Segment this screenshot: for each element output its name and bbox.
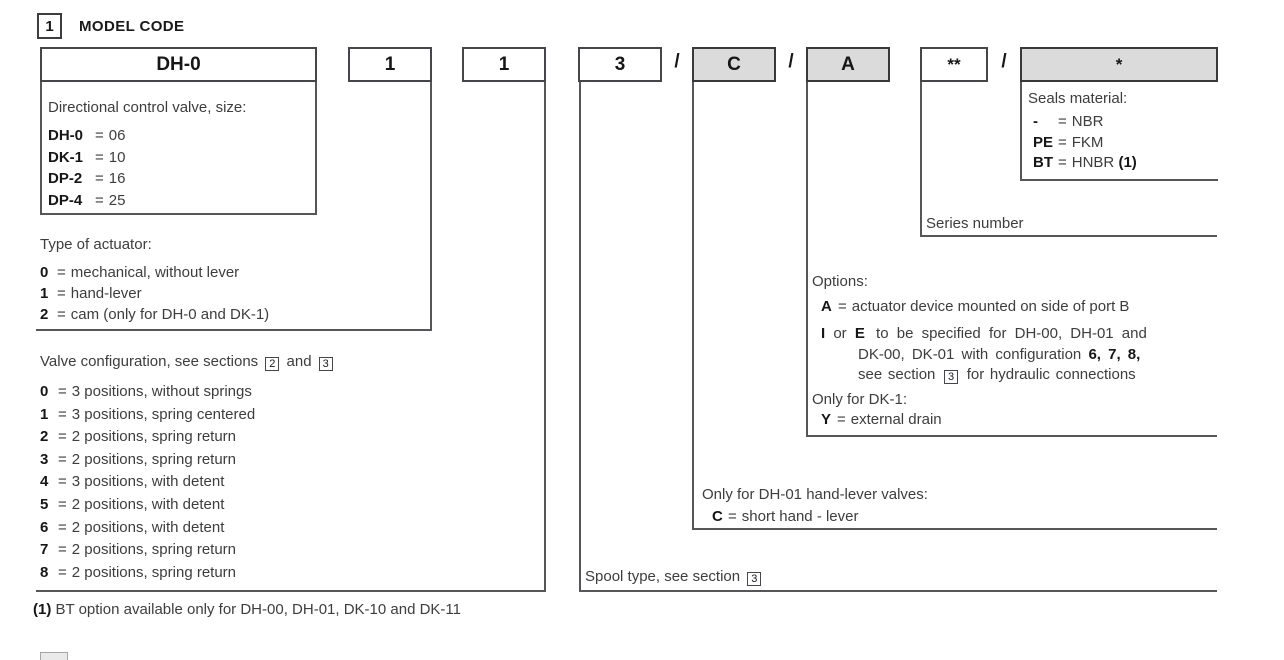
config-item: 5 = 2 positions, with detent [40, 495, 225, 513]
code-box-spool [578, 47, 662, 82]
code-box-config-label: 1 [498, 53, 510, 75]
code-box-seals [1020, 47, 1218, 82]
seals-item: BT = HNBR (1) [1033, 154, 1137, 172]
section-number-box: 1 [37, 13, 62, 39]
config-callout-list [40, 381, 255, 584]
seals-callout-list [1033, 112, 1137, 174]
seals-item: PE = FKM [1033, 133, 1104, 151]
seals-callout-title: Seals material: [1028, 90, 1128, 107]
config-item: 1 = 3 positions, spring centered [40, 405, 256, 423]
size-callout-list [48, 125, 125, 212]
code-box-hand-lever-label: C [727, 53, 741, 75]
section-ref-2-icon: 2 [265, 357, 279, 371]
code-box-size [40, 47, 317, 82]
code-box-spool-label: 3 [614, 53, 626, 75]
options-callout-title: Options: [812, 273, 868, 290]
actuator-item: 0 = mechanical, without lever [40, 264, 240, 281]
size-item: DP-4 = 25 [48, 192, 126, 210]
hand-lever-callout-item: C = short hand - lever [712, 508, 859, 525]
next-section-box-partial [40, 652, 68, 660]
config-item: 8 = 2 positions, spring return [40, 563, 237, 581]
options-item-ie-line3: see section 3 for hydraulic connections [858, 366, 1136, 383]
seals-item: - = NBR [1033, 113, 1104, 130]
code-box-config [462, 47, 546, 82]
page-title: MODEL CODE [79, 17, 185, 35]
section-ref-3-icon: 3 [747, 572, 761, 586]
options-item-ie-line1: I or E to be specified for DH-00, DH-01 and [821, 325, 1147, 342]
section-ref-3-icon: 3 [944, 370, 958, 384]
options-dk1-title: Only for DK-1: [812, 391, 908, 408]
slash-separator-1: / [674, 51, 680, 72]
code-box-actuator [348, 47, 432, 82]
size-item: DP-2 = 16 [48, 170, 126, 188]
actuator-callout-list [40, 262, 269, 325]
slash-separator-3: / [1001, 51, 1007, 72]
code-box-hand-lever [692, 47, 776, 82]
code-box-series [920, 47, 988, 82]
footnote: (1) BT option available only for DH-00, DH-01, DK-10 and DK-11 [33, 601, 461, 618]
size-callout-title: Directional control valve, size: [48, 99, 247, 116]
config-item: 2 = 2 positions, spring return [40, 428, 237, 446]
code-box-actuator-label: 1 [384, 53, 396, 75]
section-header [37, 13, 184, 39]
section-ref-3-icon: 3 [319, 357, 333, 371]
actuator-item: 1 = hand-lever [40, 285, 142, 302]
actuator-callout-title: Type of actuator: [40, 236, 152, 253]
options-item-a: A = actuator device mounted on side of port B [821, 298, 1130, 315]
config-item: 3 = 2 positions, spring return [40, 450, 237, 468]
spool-callout-label: Spool type, see section 3 [585, 567, 764, 586]
config-callout-title: Valve configuration, see sections 2 and 3 [40, 352, 336, 371]
config-item: 0 = 3 positions, without springs [40, 383, 252, 400]
code-box-option [806, 47, 890, 82]
options-item-y: Y = external drain [821, 411, 942, 428]
series-callout-label: Series number [926, 215, 1024, 232]
code-box-series-label: ** [947, 54, 961, 74]
code-box-option-label: A [841, 53, 855, 75]
actuator-item: 2 = cam (only for DH-0 and DK-1) [40, 306, 270, 323]
config-item: 4 = 3 positions, with detent [40, 473, 225, 491]
hand-lever-callout-title: Only for DH-01 hand-lever valves: [702, 486, 928, 503]
config-item: 6 = 2 positions, with detent [40, 518, 225, 536]
slash-separator-2: / [788, 51, 794, 72]
config-item: 7 = 2 positions, spring return [40, 541, 237, 559]
options-item-ie-line2: DK-00, DK-01 with configuration 6, 7, 8, [858, 346, 1141, 363]
code-box-size-label: DH-0 [156, 53, 201, 75]
size-item: DK-1 = 10 [48, 148, 126, 166]
size-item: DH-0 = 06 [48, 127, 126, 144]
code-box-seals-label: * [1115, 54, 1123, 74]
